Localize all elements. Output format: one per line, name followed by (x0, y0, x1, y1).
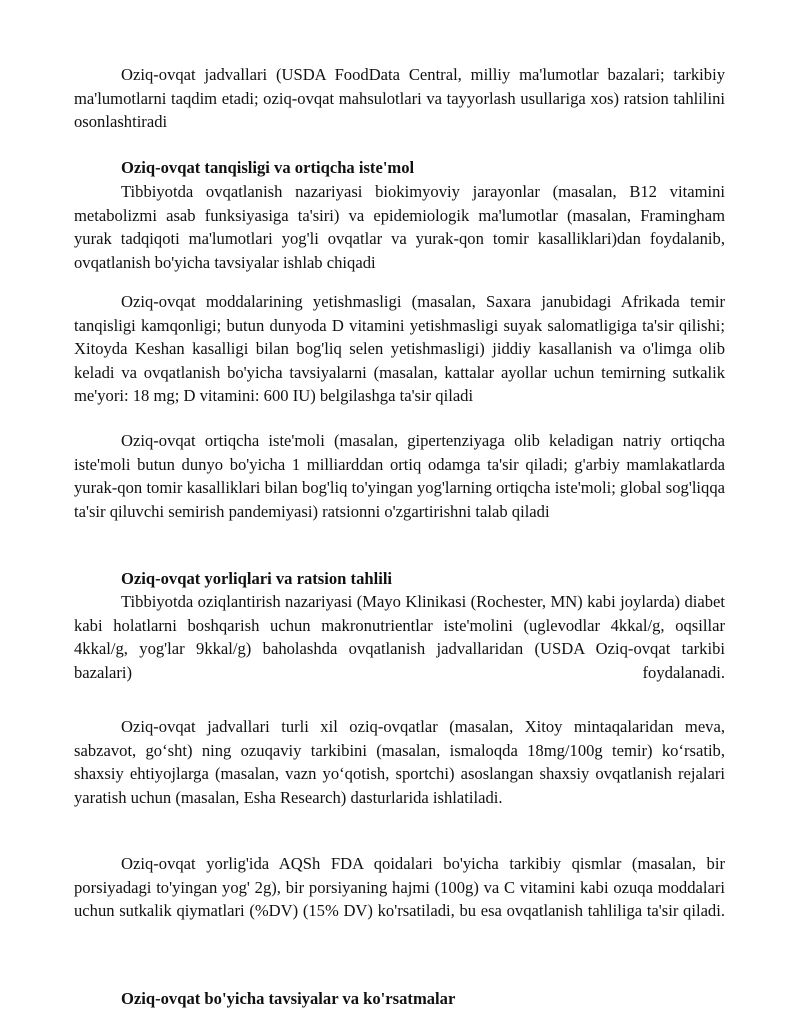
paragraph-composition-tables: Oziq-ovqat jadvallari turli xil oziq-ovqatlar (masalan, Xitoy mintaqalaridan meva, sabzavot, go‘sht) ning ozuqaviy tarkibini (masalan, ismaloqda 18mg/100g temir) ko‘rsatib, shaxsiy ehtiyojlarga (masalan, vazn yo‘qotish, sportchi) asoslangan shaxsiy ovqatlanish rejalari yaratish uchun (masalan, Esha Research) dasturlarida ishlatiladi. (74, 717, 725, 807)
paragraph-food-tables: Oziq-ovqat jadvallari (USDA FoodData Central, milliy ma'lumotlar bazalari; tarkibiy ma'lumotlarni taqdim etadi; oziq-ovqat mahsulotlari va tayyorlash usullariga xos) ratsion tahlilini osonlashtiradi (74, 65, 725, 132)
paragraph-macronutrients: Tibbiyotda oziqlantirish nazariyasi (Mayo Klinikasi (Rochester, MN) kabi joylarda) diabet kabi holatlarni boshqarish uchun makronutrientlar iste'molini (uglevodlar 4kkal/g, oqsillar 4kkal/g, yog'lar 9kkal/g) baholashda ovqatlanish jadvallaridan (USDA Oziq-ovqat tarkibi bazalari) foydalanadi. (74, 592, 725, 682)
heading-labels-analysis: Oziq-ovqat yorliqlari va ratsion tahlili (121, 569, 393, 588)
heading-recommendations: Oziq-ovqat bo'yicha tavsiyalar va ko'rsatmalar (121, 989, 456, 1008)
paragraph-fda-label: Oziq-ovqat yorlig'ida AQSh FDA qoidalari bo'yicha tarkibiy qismlar (masalan, bir porsiyadagi to'yingan yog' 2g), bir porsiyaning hajmi (100g) va C vitamini kabi ozuqa moddalari uchun sutkalik qiymatlari (%DV) (15% DV) ko'rsatiladi, bu esa ovqatlanish tahliliga ta'sir qiladi. (74, 854, 725, 921)
heading-deficiency-excess: Oziq-ovqat tanqisligi va ortiqcha iste'mol (121, 158, 415, 177)
paragraph-nutrient-deficiency: Oziq-ovqat moddalarining yetishmasligi (masalan, Saxara janubidagi Afrikada temir tanqisligi kamqonligi; butun dunyoda D vitamini yetishmasligi suyak salomatligiga ta'sir qilishi; Xitoyda Keshan kasalligi bilan bog'liq selen yetishmasligi) jiddiy kasallanish va o'limga olib keladi va ovqatlanish bo'yicha tavsiyalarni (masalan, kattalar ayollar uchun temirning sutkalik me'yori: 18 mg; D vitamini: 600 IU) belgilashga ta'sir qiladi (74, 292, 725, 406)
paragraph-nutrition-theory: Tibbiyotda ovqatlanish nazariyasi biokimyoviy jarayonlar (masalan, B12 vitamini metabolizmi asab funksiyasiga ta'siri) va epidemiologik ma'lumotlar (masalan, Framingham yurak tadqiqoti ma'lumotlari yog'li ovqatlar va yurak-qon tomir kasalliklari)dan foydalanib, ovqatlanish bo'yicha tavsiyalar ishlab chiqadi (74, 182, 725, 272)
paragraph-overconsumption: Oziq-ovqat ortiqcha iste'moli (masalan, gipertenziyaga olib keladigan natriy ortiqcha iste'moli butun dunyo bo'yicha 1 milliarddan ortiq odamga ta'sir qiladi; g'arbiy mamlakatlarda yurak-qon tomir kasalliklari bilan bog'liq to'yingan yog'larning ortiqcha iste'moli; global sog'liqqa ta'sir qiluvchi semirish pandemiyasi) ratsionni o'zgartirishni talab qiladi (74, 431, 725, 521)
